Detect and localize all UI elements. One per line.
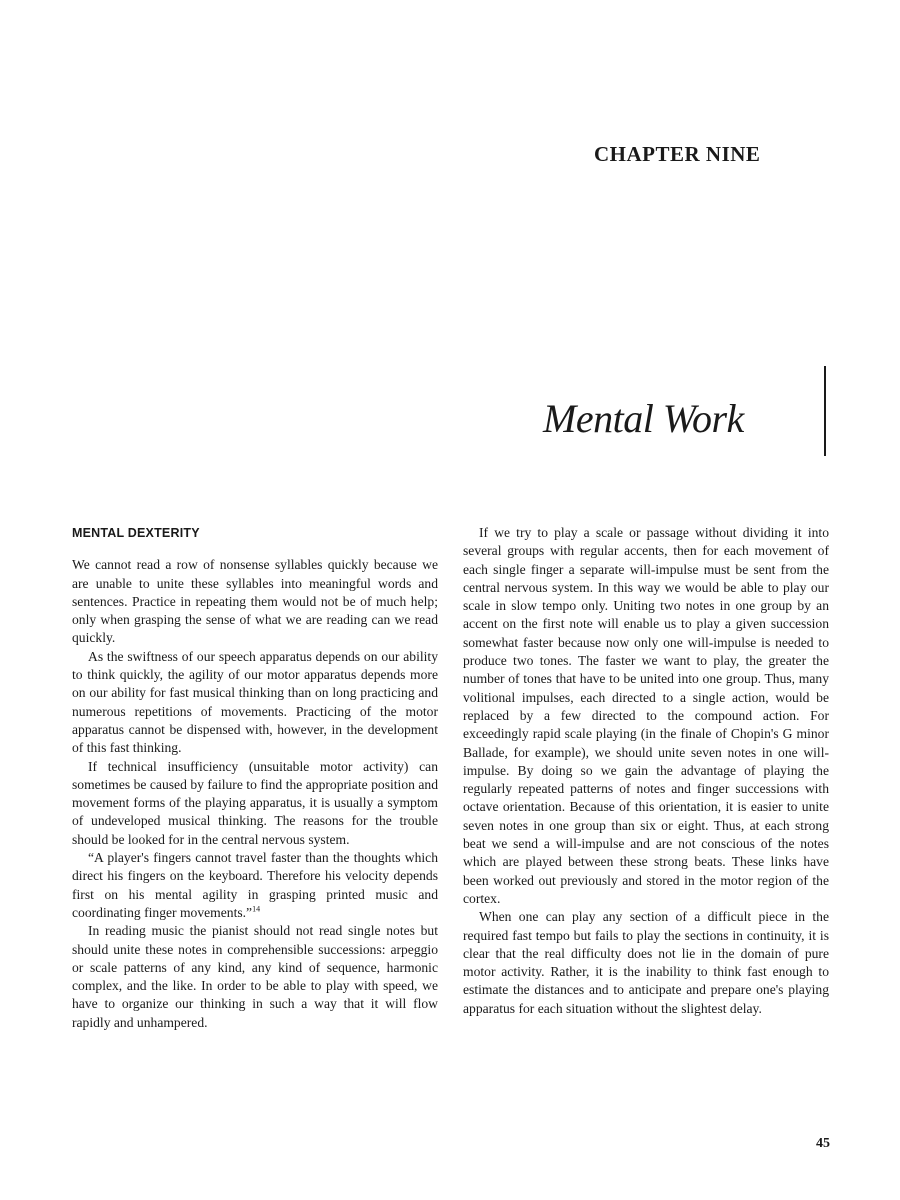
page-number: 45 bbox=[816, 1136, 830, 1151]
quote-paragraph bbox=[72, 849, 438, 922]
title-rule bbox=[824, 366, 826, 456]
right-column bbox=[463, 524, 829, 1018]
paragraph: As the swiftness of our speech apparatus depends on our ability to think quickly, the agility of our motor apparatus depends more on our ability for fast musical thinking than on long practicing and numerous repetitions of movements. Practicing of the motor apparatus cannot be dispensed with, however, in the development of this fast thinking. bbox=[72, 648, 438, 756]
chapter-title: Mental Work bbox=[543, 396, 744, 441]
section-heading: MENTAL DEXTERITY bbox=[72, 526, 200, 540]
paragraph: In reading music the pianist should not read single notes but should unite these notes in comprehensible successions: arpeggio or scale patterns of any kind, any kind of sequence, harmonic complex, and the like. In order to be able to play with speed, we have to organize our thinking in such a way that it will flow rapidly and unhampered. bbox=[72, 923, 438, 1030]
paragraph: If technical insufficiency (unsuitable motor activity) can sometimes be caused by failure to find the appropriate position and movement forms of the playing apparatus, it is usually a symptom of undeveloped musical thinking. The reasons for the trouble should be looked for in the central nervous system. bbox=[72, 758, 438, 847]
footnote-ref: 14 bbox=[252, 904, 261, 914]
paragraph: If we try to play a scale or passage without dividing it into several groups with regular accents, then for each movement of each single finger a separate will-impulse must be sent from the central nervous system. In this way we would be able to play our scale in slow tempo only. Uniting two notes in one group by an accent on the first note will enable us to play a given succession somewhat faster because now only one will-impulse is needed to produce two tones. The faster we want to play, the greater the number of tones that have to be united into one group. Thus, many volitional impulses, each directed to a single action, would be replaced by a few directed to the compound action. For exceedingly rapid scale playing (in the finale of Chopin's G minor Ballade, for example), we should unite seven notes in one will-impulse. By doing so we gain the advantage of playing the regularly repeated patterns of notes and finger successions with octave orientation. Because of this orientation, it is easier to unite seven notes in one group than six or eight. Thus, at each strong beat we send a will-impulse and are not conscious of the notes which are played between these strong beats. These links have been worked out previously and stored in the motor region of the cortex. bbox=[463, 525, 829, 906]
left-column bbox=[72, 524, 438, 1032]
paragraph: When one can play any section of a difficult piece in the required fast tempo but fails to play the sections in continuity, it is clear that the real difficulty does not lie in the domain of pure motor activity. Rather, it is the inability to think fast enough to estimate the distances and to anticipate and prepare one's playing apparatus for each situation without the slightest delay. bbox=[463, 909, 829, 1016]
paragraph: We cannot read a row of nonsense syllables quickly because we are unable to unite these syllables into meaningful words and sentences. Practice in repeating them would not be of much help; only when grasping the sense of what we are reading can we read quickly. bbox=[72, 557, 438, 646]
chapter-label: CHAPTER NINE bbox=[594, 142, 761, 166]
quote-text: “A player's fingers cannot travel faster than the thoughts which direct his fingers on the keyboard. Therefore his velocity depends first on his mental agility in grasping printed music and coordinating finger movements.” bbox=[72, 850, 438, 920]
